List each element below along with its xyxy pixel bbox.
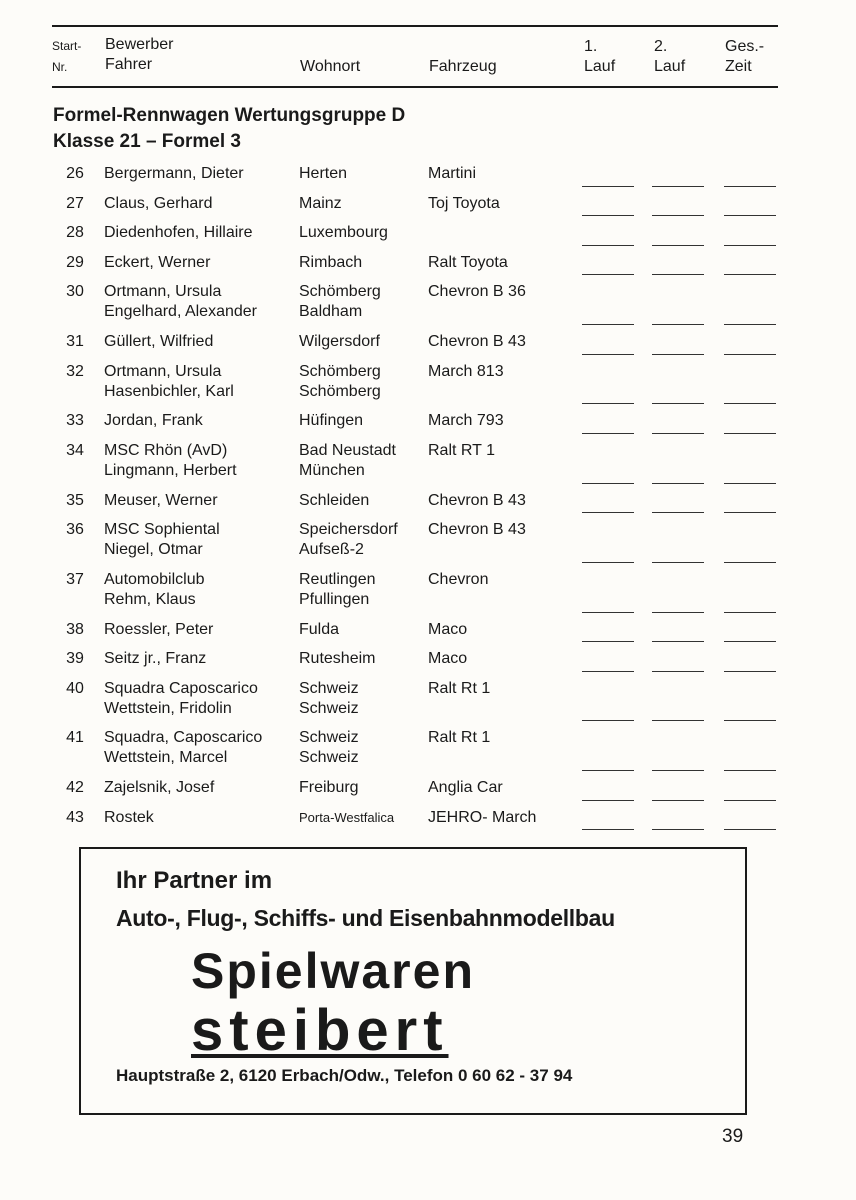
entrant-name: Squadra, Caposcarico: [104, 729, 263, 747]
lauf2-blank: [652, 800, 704, 801]
lauf1-blank: [582, 403, 634, 404]
entrant-name: MSC Rhön (AvD): [104, 441, 228, 459]
header-bottom-rule: [52, 86, 778, 88]
lauf1-blank: [582, 612, 634, 613]
header-top-rule: [52, 25, 778, 27]
hometown: Speichersdorf: [299, 521, 398, 539]
gesamt-blank: [724, 770, 776, 771]
hometown: Porta-Westfalica: [299, 809, 395, 825]
lauf1-blank: [582, 324, 634, 325]
start-number: 32: [66, 362, 84, 380]
gesamt-blank: [724, 671, 776, 672]
lauf2-blank: [652, 770, 704, 771]
vehicle: Chevron B 43: [428, 491, 526, 509]
lauf2-blank: [652, 829, 704, 830]
vehicle: Maco: [428, 620, 468, 638]
entry-row: [0, 569, 856, 619]
gesamt-blank: [724, 186, 776, 187]
entry-row: [0, 252, 856, 282]
hometown: Fulda: [299, 620, 340, 638]
start-number: 37: [66, 570, 84, 588]
driver-name: Hasenbichler, Karl: [104, 382, 234, 400]
driver-name: Niegel, Otmar: [104, 541, 203, 559]
lauf1-blank: [582, 562, 634, 563]
advertisement-box: [79, 847, 747, 1115]
hometown: Rutesheim: [299, 650, 376, 668]
gesamt-blank: [724, 433, 776, 434]
vehicle: Ralt Rt 1: [428, 679, 491, 697]
lauf2-blank: [652, 245, 704, 246]
entrant-name: Jordan, Frank: [104, 412, 203, 430]
entrant-name: Seitz jr., Franz: [104, 650, 207, 668]
ad-tagline: Ihr Partner im: [116, 867, 273, 894]
ad-brand-spielwaren: Spielwaren: [191, 943, 475, 999]
entry-row: [0, 163, 856, 193]
start-number: 35: [66, 491, 84, 509]
entry-row: [0, 777, 856, 807]
lauf2-blank: [652, 433, 704, 434]
entrant-name: Squadra Caposcarico: [104, 679, 258, 697]
lauf2-blank: [652, 720, 704, 721]
entry-row: [0, 281, 856, 331]
entry-row: [0, 361, 856, 411]
lauf1-blank: [582, 433, 634, 434]
entrant-name: Claus, Gerhard: [104, 194, 213, 212]
lauf1-blank: [582, 641, 634, 642]
driver-name: Rehm, Klaus: [104, 590, 196, 608]
hometown: Baldham: [299, 303, 363, 321]
start-number: 30: [66, 283, 84, 301]
header-startnr-2: Nr.: [52, 60, 68, 74]
lauf2-blank: [652, 641, 704, 642]
lauf1-blank: [582, 245, 634, 246]
entry-list: [0, 163, 856, 836]
start-number: 31: [66, 333, 84, 351]
start-number: 40: [66, 679, 84, 697]
gesamt-blank: [724, 512, 776, 513]
hometown: Schleiden: [299, 491, 370, 509]
lauf1-blank: [582, 800, 634, 801]
start-number: 33: [66, 412, 84, 430]
start-number: 39: [66, 650, 84, 668]
hometown: Freiburg: [299, 779, 359, 797]
lauf2-blank: [652, 562, 704, 563]
hometown: Schömberg: [299, 382, 381, 400]
entrant-name: Roessler, Peter: [104, 620, 214, 638]
lauf1-blank: [582, 829, 634, 830]
lauf2-blank: [652, 354, 704, 355]
lauf1-blank: [582, 512, 634, 513]
lauf1-blank: [582, 274, 634, 275]
header-gesamt-2: Zeit: [725, 58, 752, 75]
header-bewerber: Bewerber: [105, 36, 174, 53]
entrant-name: Rostek: [104, 808, 154, 826]
gesamt-blank: [724, 483, 776, 484]
hometown: München: [299, 461, 365, 479]
entrant-name: Bergermann, Dieter: [104, 165, 244, 182]
start-number: 42: [66, 779, 84, 797]
hometown: Schömberg: [299, 362, 381, 380]
entrant-name: Zajelsnik, Josef: [104, 779, 215, 797]
vehicle: Ralt Toyota: [428, 253, 508, 271]
vehicle: Martini: [428, 165, 477, 182]
ad-brand-steibert: steibert: [191, 998, 449, 1063]
entry-row: [0, 222, 856, 252]
vehicle: Maco: [428, 650, 468, 668]
vehicle: JEHRO- March: [428, 808, 537, 826]
gesamt-blank: [724, 562, 776, 563]
entry-row: [0, 807, 856, 837]
entrant-name: Eckert, Werner: [104, 253, 211, 271]
vehicle: March 793: [428, 412, 504, 430]
entry-row: [0, 490, 856, 520]
lauf1-blank: [582, 720, 634, 721]
hometown: Aufseß-2: [299, 541, 364, 559]
gesamt-blank: [724, 354, 776, 355]
lauf2-blank: [652, 324, 704, 325]
start-number: 41: [66, 729, 84, 747]
section-subtitle: Klasse 21 – Formel 3: [53, 131, 241, 152]
driver-name: Lingmann, Herbert: [104, 461, 237, 479]
start-number: 34: [66, 441, 84, 459]
lauf2-blank: [652, 186, 704, 187]
start-number: 36: [66, 521, 84, 539]
vehicle: Chevron B 43: [428, 333, 526, 351]
gesamt-blank: [724, 829, 776, 830]
entrant-name: Meuser, Werner: [104, 491, 218, 509]
gesamt-blank: [724, 324, 776, 325]
vehicle: Toj Toyota: [428, 194, 500, 212]
hometown: Wilgersdorf: [299, 333, 380, 351]
lauf2-blank: [652, 612, 704, 613]
gesamt-blank: [724, 800, 776, 801]
lauf2-blank: [652, 274, 704, 275]
lauf1-blank: [582, 483, 634, 484]
hometown: Pfullingen: [299, 590, 370, 608]
vehicle: Chevron B 36: [428, 283, 526, 301]
hometown: Hüfingen: [299, 412, 364, 430]
hometown: Luxembourg: [299, 224, 388, 242]
header-wohnort: Wohnort: [300, 58, 361, 75]
gesamt-blank: [724, 403, 776, 404]
hometown: Schweiz: [299, 679, 359, 697]
driver-name: Engelhard, Alexander: [104, 303, 257, 321]
gesamt-blank: [724, 215, 776, 216]
gesamt-blank: [724, 245, 776, 246]
vehicle: Ralt RT 1: [428, 441, 495, 459]
entry-row: [0, 648, 856, 678]
entrant-name: Ortmann, Ursula: [104, 362, 222, 380]
vehicle: Anglia Car: [428, 779, 503, 797]
header-lauf2-num: 2.: [654, 38, 668, 55]
lauf2-blank: [652, 671, 704, 672]
hometown: Herten: [299, 165, 348, 182]
start-number: 28: [66, 224, 84, 242]
page-number: 39: [722, 1126, 744, 1147]
hometown: Schweiz: [299, 749, 359, 767]
driver-name: Wettstein, Fridolin: [104, 699, 232, 717]
header-lauf1-num: 1.: [584, 38, 598, 55]
lauf2-blank: [652, 512, 704, 513]
lauf1-blank: [582, 671, 634, 672]
gesamt-blank: [724, 720, 776, 721]
section-title: Formel-Rennwagen Wertungsgruppe D: [53, 105, 406, 126]
ad-address: Hauptstraße 2, 6120 Erbach/Odw., Telefon 0 60 62 - 37 94: [116, 1066, 573, 1085]
ad-services: Auto-, Flug-, Schiffs- und Eisenbahnmodellbau: [116, 905, 615, 931]
lauf2-blank: [652, 403, 704, 404]
hometown: Schweiz: [299, 699, 359, 717]
entry-row: [0, 331, 856, 361]
entry-row: [0, 410, 856, 440]
entry-row: [0, 727, 856, 777]
start-number: 26: [66, 165, 84, 182]
header-gesamt-1: Ges.-: [725, 38, 765, 55]
start-number: 43: [66, 808, 84, 826]
lauf2-blank: [652, 483, 704, 484]
header-lauf1-label: Lauf: [584, 58, 616, 75]
header-lauf2-label: Lauf: [654, 58, 686, 75]
entry-row: [0, 678, 856, 728]
lauf2-blank: [652, 215, 704, 216]
lauf1-blank: [582, 186, 634, 187]
hometown: Schweiz: [299, 729, 359, 747]
entrant-name: Automobilclub: [104, 570, 205, 588]
entry-row: [0, 519, 856, 569]
entry-row: [0, 440, 856, 490]
lauf1-blank: [582, 770, 634, 771]
entry-row: [0, 619, 856, 649]
hometown: Schömberg: [299, 283, 381, 301]
header-fahrer: Fahrer: [105, 56, 153, 73]
hometown: Reutlingen: [299, 570, 376, 588]
header-fahrzeug: Fahrzeug: [429, 58, 497, 75]
start-number: 29: [66, 253, 84, 271]
hometown: Mainz: [299, 194, 342, 212]
start-number: 27: [66, 194, 84, 212]
vehicle: Chevron B 43: [428, 521, 526, 539]
lauf1-blank: [582, 354, 634, 355]
entrant-name: MSC Sophiental: [104, 521, 220, 539]
vehicle: March 813: [428, 362, 504, 380]
entrant-name: Diedenhofen, Hillaire: [104, 224, 253, 242]
vehicle: Chevron: [428, 570, 489, 588]
start-number: 38: [66, 620, 84, 638]
hometown: Bad Neustadt: [299, 441, 396, 459]
lauf1-blank: [582, 215, 634, 216]
driver-name: Wettstein, Marcel: [104, 749, 228, 767]
entrant-name: Güllert, Wilfried: [104, 333, 214, 351]
entry-row: [0, 193, 856, 223]
hometown: Rimbach: [299, 253, 363, 271]
vehicle: Ralt Rt 1: [428, 729, 491, 747]
gesamt-blank: [724, 274, 776, 275]
entrant-name: Ortmann, Ursula: [104, 283, 222, 301]
header-startnr-1: Start-: [52, 39, 82, 53]
gesamt-blank: [724, 641, 776, 642]
gesamt-blank: [724, 612, 776, 613]
